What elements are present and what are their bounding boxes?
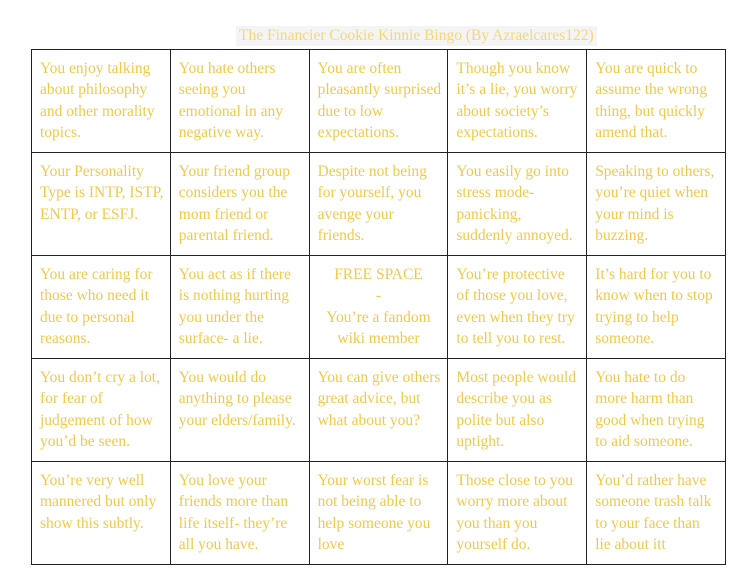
bingo-cell: You don’t cry a lot, for fear of judgement of how you’d be seen.: [32, 359, 171, 462]
bingo-row: [32, 359, 726, 462]
bingo-cell: Your Personality Type is INTP, ISTP, ENTP, or ESFJ.: [32, 153, 171, 256]
free-space-cell: [309, 256, 448, 359]
bingo-cell: You’re protective of those you love, even when they try to tell you to rest.: [448, 256, 587, 359]
bingo-cell: You are often pleasantly surprised due to low expectations.: [309, 50, 448, 153]
bingo-cell: You’d rather have someone trash talk to your face than lie about itt: [587, 462, 726, 565]
bingo-row: [32, 153, 726, 256]
bingo-cell: You enjoy talking about philosophy and other morality topics.: [32, 50, 171, 153]
bingo-cell: You hate others seeing you emotional in any negative way.: [170, 50, 309, 153]
free-space-label: FREE SPACE: [334, 266, 423, 283]
bingo-row: [32, 462, 726, 565]
bingo-cell: You love your friends more than life itself- they’re all you have.: [170, 462, 309, 565]
bingo-cell: You’re very well mannered but only show this subtly.: [32, 462, 171, 565]
bingo-cell: You easily go into stress mode- panicking, suddenly annoyed.: [448, 153, 587, 256]
bingo-cell: Those close to you worry more about you than you yourself do.: [448, 462, 587, 565]
bingo-cell: It’s hard for you to know when to stop trying to help someone.: [587, 256, 726, 359]
bingo-cell: You hate to do more harm than good when trying to aid someone.: [587, 359, 726, 462]
bingo-cell: You are caring for those who need it due to personal reasons.: [32, 256, 171, 359]
bingo-cell: Though you know it’s a lie, you worry about society’s expectations.: [448, 50, 587, 153]
bingo-cell: Speaking to others, you’re quiet when your mind is buzzing.: [587, 153, 726, 256]
page-title: The Financier Cookie Kinnie Bingo (By Azraelcares122): [236, 26, 597, 46]
bingo-cell: Most people would describe you as polite but also uptight.: [448, 359, 587, 462]
bingo-board: [31, 49, 726, 565]
bingo-row: [32, 50, 726, 153]
free-space-separator: -: [375, 287, 382, 305]
bingo-cell: You are quick to assume the wrong thing, but quickly amend that.: [587, 50, 726, 153]
bingo-cell: You would do anything to please your elders/family.: [170, 359, 309, 462]
free-space-text: You’re a fandom wiki member: [326, 308, 431, 347]
bingo-cell: Despite not being for yourself, you avenge your friends.: [309, 153, 448, 256]
bingo-cell: You can give others great advice, but what about you?: [309, 359, 448, 462]
bingo-cell: You act as if there is nothing hurting you under the surface- a lie.: [170, 256, 309, 359]
bingo-cell: Your worst fear is not being able to help someone you love: [309, 462, 448, 565]
bingo-row: [32, 256, 726, 359]
bingo-cell: Your friend group considers you the mom friend or parental friend.: [170, 153, 309, 256]
